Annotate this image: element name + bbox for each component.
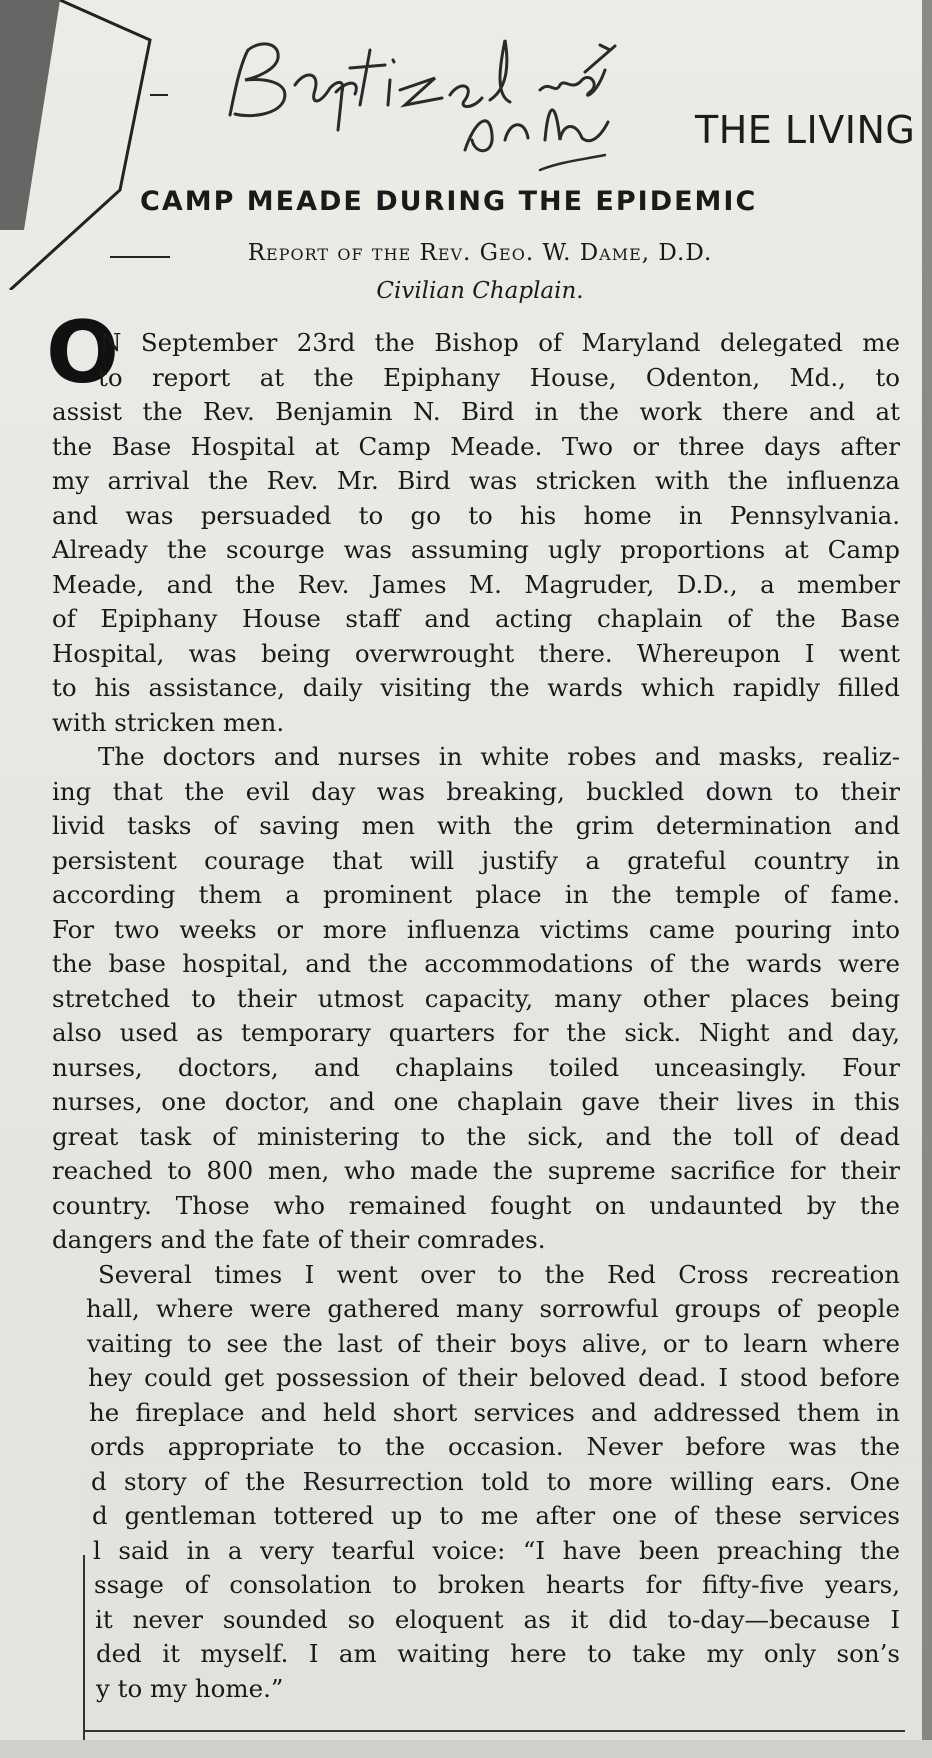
article-line: dangers and the fate of their comrades.	[52, 1225, 546, 1254]
author-role: Civilian Chaplain.	[376, 278, 584, 304]
article-line: d gentleman tottered up to me after one of these services	[92, 1501, 900, 1530]
clipping-edge-line	[0, 0, 170, 290]
article-line: the base hospital, and the accommodations of the wards were	[52, 949, 900, 978]
article-line: of Epiphany House staff and acting chaplain of the Base	[52, 604, 900, 633]
article-line: ords appropriate to the occasion. Never before was the	[90, 1432, 900, 1461]
article-line: The doctors and nurses in white robes and masks, realiz-	[98, 742, 900, 771]
article-line: livid tasks of saving men with the grim determination and	[52, 811, 900, 840]
torn-left-edge	[0, 1295, 85, 1758]
article-line: also used as temporary quarters for the sick. Night and day,	[52, 1018, 900, 1047]
article-line: great task of ministering to the sick, and the toll of dead	[52, 1122, 900, 1151]
article-line: with stricken men.	[52, 708, 285, 737]
byline-rule	[110, 256, 170, 258]
scan-shadow-right	[922, 0, 932, 1758]
drop-cap: O	[46, 303, 120, 403]
article-line: hall, where were gathered many sorrowful groups of people	[86, 1294, 900, 1323]
article-byline: Report of the Rev. Geo. W. Dame, D.D.	[247, 240, 713, 266]
article-line: nurses, one doctor, and one chaplain gave their lives in this	[52, 1087, 900, 1116]
article-line: persistent courage that will justify a grateful country in	[52, 846, 900, 875]
article-line: country. Those who remained fought on undaunted by the	[52, 1191, 900, 1220]
article-line: Already the scourge was assuming ugly proportions at Camp	[52, 535, 900, 564]
article-line: y to my home.”	[96, 1674, 284, 1703]
article-line: N September 23rd the Bishop of Maryland delegated me	[100, 328, 900, 357]
article-line: For two weeks or more influenza victims came pouring into	[52, 915, 900, 944]
article-line: reached to 800 men, who made the supreme sacrifice for their	[52, 1156, 900, 1185]
article-line: Meade, and the Rev. James M. Magruder, D.D., a member	[52, 570, 900, 599]
article-line: my arrival the Rev. Mr. Bird was stricken with the influenza	[52, 466, 900, 495]
clipping-left-border	[83, 1555, 85, 1755]
article-title: CAMP MEADE DURING THE EPIDEMIC	[140, 186, 758, 217]
article-line: Hospital, was being overwrought there. Whereupon I went	[52, 639, 900, 668]
publication-header: THE LIVING	[695, 108, 916, 152]
article-line: to his assistance, daily visiting the wards which rapidly filled	[52, 673, 900, 702]
article-line: he fireplace and held short services and addressed them in	[89, 1398, 900, 1427]
clipping-bottom-border	[85, 1730, 905, 1732]
article-line: the Base Hospital at Camp Meade. Two or three days after	[52, 432, 900, 461]
article-line: nurses, doctors, and chaplains toiled unceasingly. Four	[52, 1053, 900, 1082]
article-line: ssage of consolation to broken hearts for fifty-five years,	[94, 1570, 900, 1599]
article-line: l said in a very tearful voice: “I have been preaching the	[93, 1536, 900, 1565]
scan-bottom-margin	[0, 1740, 932, 1758]
article-line: hey could get possession of their beloved dead. I stood before	[88, 1363, 900, 1392]
article-line: and was persuaded to go to his home in Pennsylvania.	[52, 501, 900, 530]
article-line: vaiting to see the last of their boys alive, or to learn where	[87, 1329, 900, 1358]
article-line: d story of the Resurrection told to more willing ears. One	[91, 1467, 900, 1496]
article-line: assist the Rev. Benjamin N. Bird in the work there and at	[52, 397, 900, 426]
article-line: to report at the Epiphany House, Odenton, Md., to	[98, 363, 900, 392]
article-line: stretched to their utmost capacity, many other places being	[52, 984, 900, 1013]
article-line: Several times I went over to the Red Cross recreation	[98, 1260, 900, 1289]
article-line: ing that the evil day was breaking, buckled down to their	[52, 777, 900, 806]
article-line: according them a prominent place in the temple of fame.	[52, 880, 900, 909]
article-line: it never sounded so eloquent as it did to-day—because I	[95, 1605, 900, 1634]
article-line: ded it myself. I am waiting here to take my only son’s	[96, 1639, 900, 1668]
handwritten-note	[210, 10, 690, 180]
